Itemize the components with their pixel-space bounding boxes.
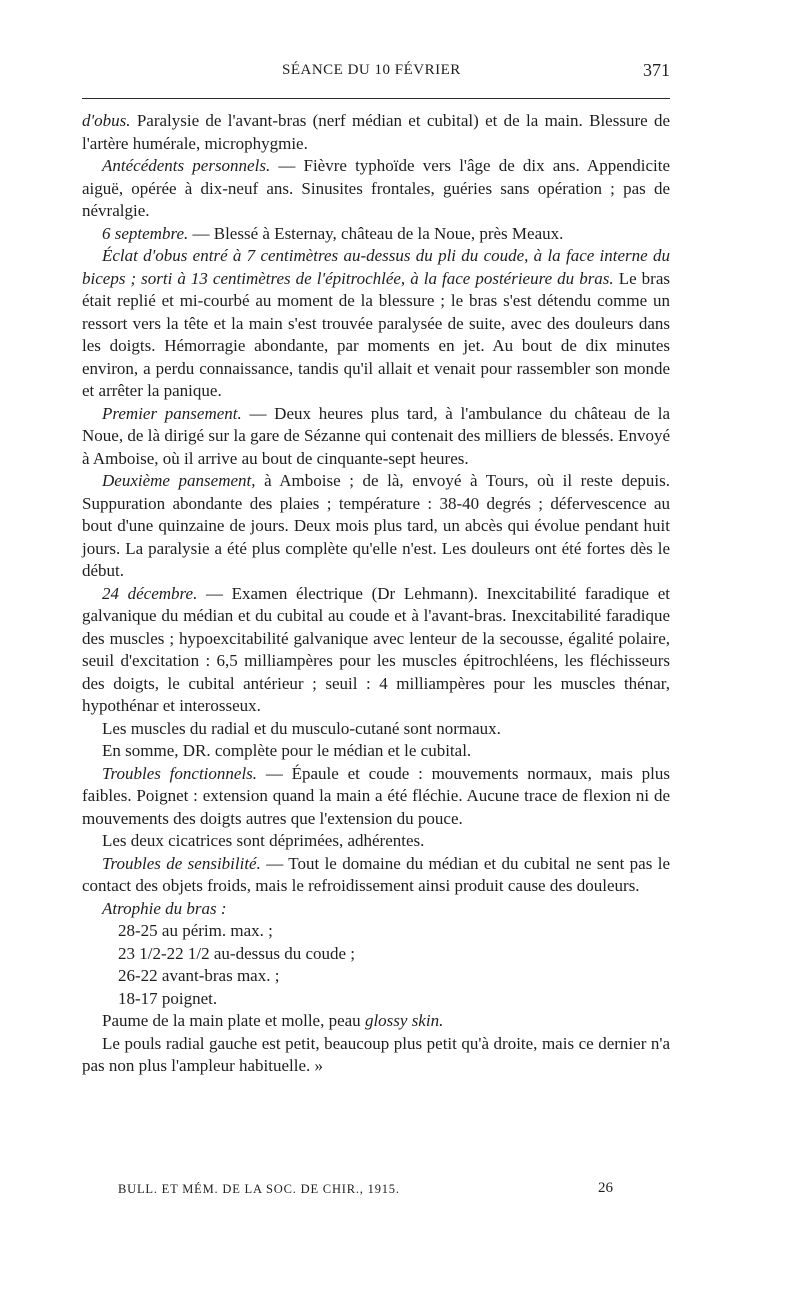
paragraph-text: Paume de la main plate et molle, peau (102, 1011, 365, 1030)
paragraph (82, 853, 670, 898)
paragraph (82, 470, 670, 583)
paragraph-text: Paralysie de l'avant-bras (nerf médian et cubital) et de la main. Blessure de l'artère humérale, microphygmie. (82, 111, 670, 153)
paragraph (82, 1010, 670, 1033)
paragraph (82, 110, 670, 155)
atrophy-heading-text: Atrophie du bras : (102, 898, 227, 918)
body-text (82, 110, 670, 1078)
list-item: 28-25 au périm. max. ; (118, 921, 273, 940)
page-number: 371 (643, 60, 670, 80)
paragraph-lead: Deuxième pansement, (102, 471, 256, 490)
paragraph (82, 155, 670, 223)
paragraph (82, 1033, 670, 1078)
paragraph-text: — Deux heures plus tard, à l'ambulance du château de la Noue, de là dirigé sur la gare de Sézanne qui contenait des milliers de blessés. Envoyé à Amboise, où il arrive au bout de cinquante-sept heures. (82, 403, 670, 468)
paragraph (82, 740, 670, 763)
paragraph-lead: Premier pansement. (102, 403, 242, 423)
paragraph-text: Les muscles du radial et du musculo-cutané sont normaux. (102, 718, 501, 738)
paragraph (82, 403, 670, 471)
paragraph-text: Les deux cicatrices sont déprimées, adhérentes. (102, 831, 425, 850)
header-title: SÉANCE DU 10 FÉVRIER (282, 62, 461, 78)
running-header (82, 62, 670, 86)
list-item: 26-22 avant-bras max. ; (118, 966, 280, 985)
paragraph-lead: Éclat d'obus entré à 7 centimètres au-dessus du pli du coude, à la face interne du biceps ; sorti à 13 centimètres de l'épitrochlée, à la face postérieure du bras. (82, 246, 670, 288)
paragraph-lead: 6 septembre. (102, 223, 189, 243)
signature-mark: 26 (598, 1180, 613, 1196)
paragraph-lead: d'obus. (82, 111, 131, 130)
atrophy-heading (82, 898, 670, 921)
paragraph (82, 223, 670, 246)
paragraph (82, 830, 670, 853)
journal-citation: BULL. ET MÉM. DE LA SOC. DE CHIR., 1915. (118, 1182, 400, 1196)
paragraph-text: Le pouls radial gauche est petit, beaucoup plus petit qu'à droite, mais ce dernier n'a pas non plus l'ampleur habituelle. » (82, 1033, 670, 1075)
atrophy-list (82, 920, 670, 1010)
paragraph-text: — Tout le domaine du médian et du cubital ne sent pas le contact des objets froids, mais le refroidissement ainsi produit cause des douleurs. (82, 853, 670, 895)
header-rule (82, 98, 670, 99)
paragraph-lead: Troubles de sensibilité. (102, 853, 261, 873)
paragraph-lead: Troubles fonctionnels. (102, 763, 258, 783)
paragraph-text: à Amboise ; de là, envoyé à Tours, où il reste depuis. Suppuration abondante des plaies ; température : 38-40 degrés ; défervescence au bout d'une quinzaine de jours. Deux mois plus tard, un abcès qui évolue pendant huit jours. La paralysie a été plus complète qu'elle n'est. Les douleurs ont été fortes dès le début. (82, 471, 670, 580)
list-item: 18-17 poignet. (118, 988, 218, 1008)
paragraph-lead: Antécédents personnels. (102, 156, 271, 175)
page-footer (82, 1182, 670, 1202)
paragraph-text: En somme, DR. complète pour le médian et le cubital. (102, 741, 472, 760)
paragraph-text: Le bras était replié et mi-courbé au moment de la blessure ; le bras s'est détendu comme un ressort vers la tête et la main s'est trouvée paralysée de suite, avec des douleurs dans les doigts. Hémorragie abondante, par moments en jet. Au bout de dix minutes environ, a perdu connaissance, tandis qu'il allait et venait pour rassembler son monde et arrêter la panique. (82, 268, 670, 400)
list-item: 23 1/2-22 1/2 au-dessus du coude ; (118, 943, 356, 963)
paragraph-text: — Blessé à Esternay, château de la Noue, près Meaux. (188, 223, 564, 243)
paragraph (82, 763, 670, 831)
paragraph (82, 583, 670, 718)
paragraph-text: — Examen électrique (Dr Lehmann). Inexcitabilité faradique et galvanique du médian et du cubital au coude et à l'avant-bras. Inexcitabilité faradique des muscles ; hypoexcitabilité galvanique avec lenteur de la secousse, égalité polaire, seuil d'excitation : 6,5 milliampères pour les muscles épitrochléens, les fléchisseurs des doigts, le cubital antérieur ; seuil : 4 milliampères pour les muscles thénar, hypothénar et interosseux. (82, 583, 670, 715)
paragraph-text: — Épaule et coude : mouvements normaux, mais plus faibles. Poignet : extension quand la main a été fléchie. Aucune trace de flexion ni de mouvements des doigts autres que l'extension du pouce. (82, 763, 670, 828)
paragraph-lead: 24 décembre. (102, 583, 198, 603)
paragraph (82, 245, 670, 403)
paragraph (82, 718, 670, 741)
paragraph-text: — Fièvre typhoïde vers l'âge de dix ans. Appendicite aiguë, opérée à dix-neuf ans. Sinusites frontales, guéries sans opération ; pas de névralgie. (82, 156, 670, 220)
paragraph-emphasis: glossy skin. (364, 1011, 444, 1030)
document-page (82, 0, 670, 1290)
